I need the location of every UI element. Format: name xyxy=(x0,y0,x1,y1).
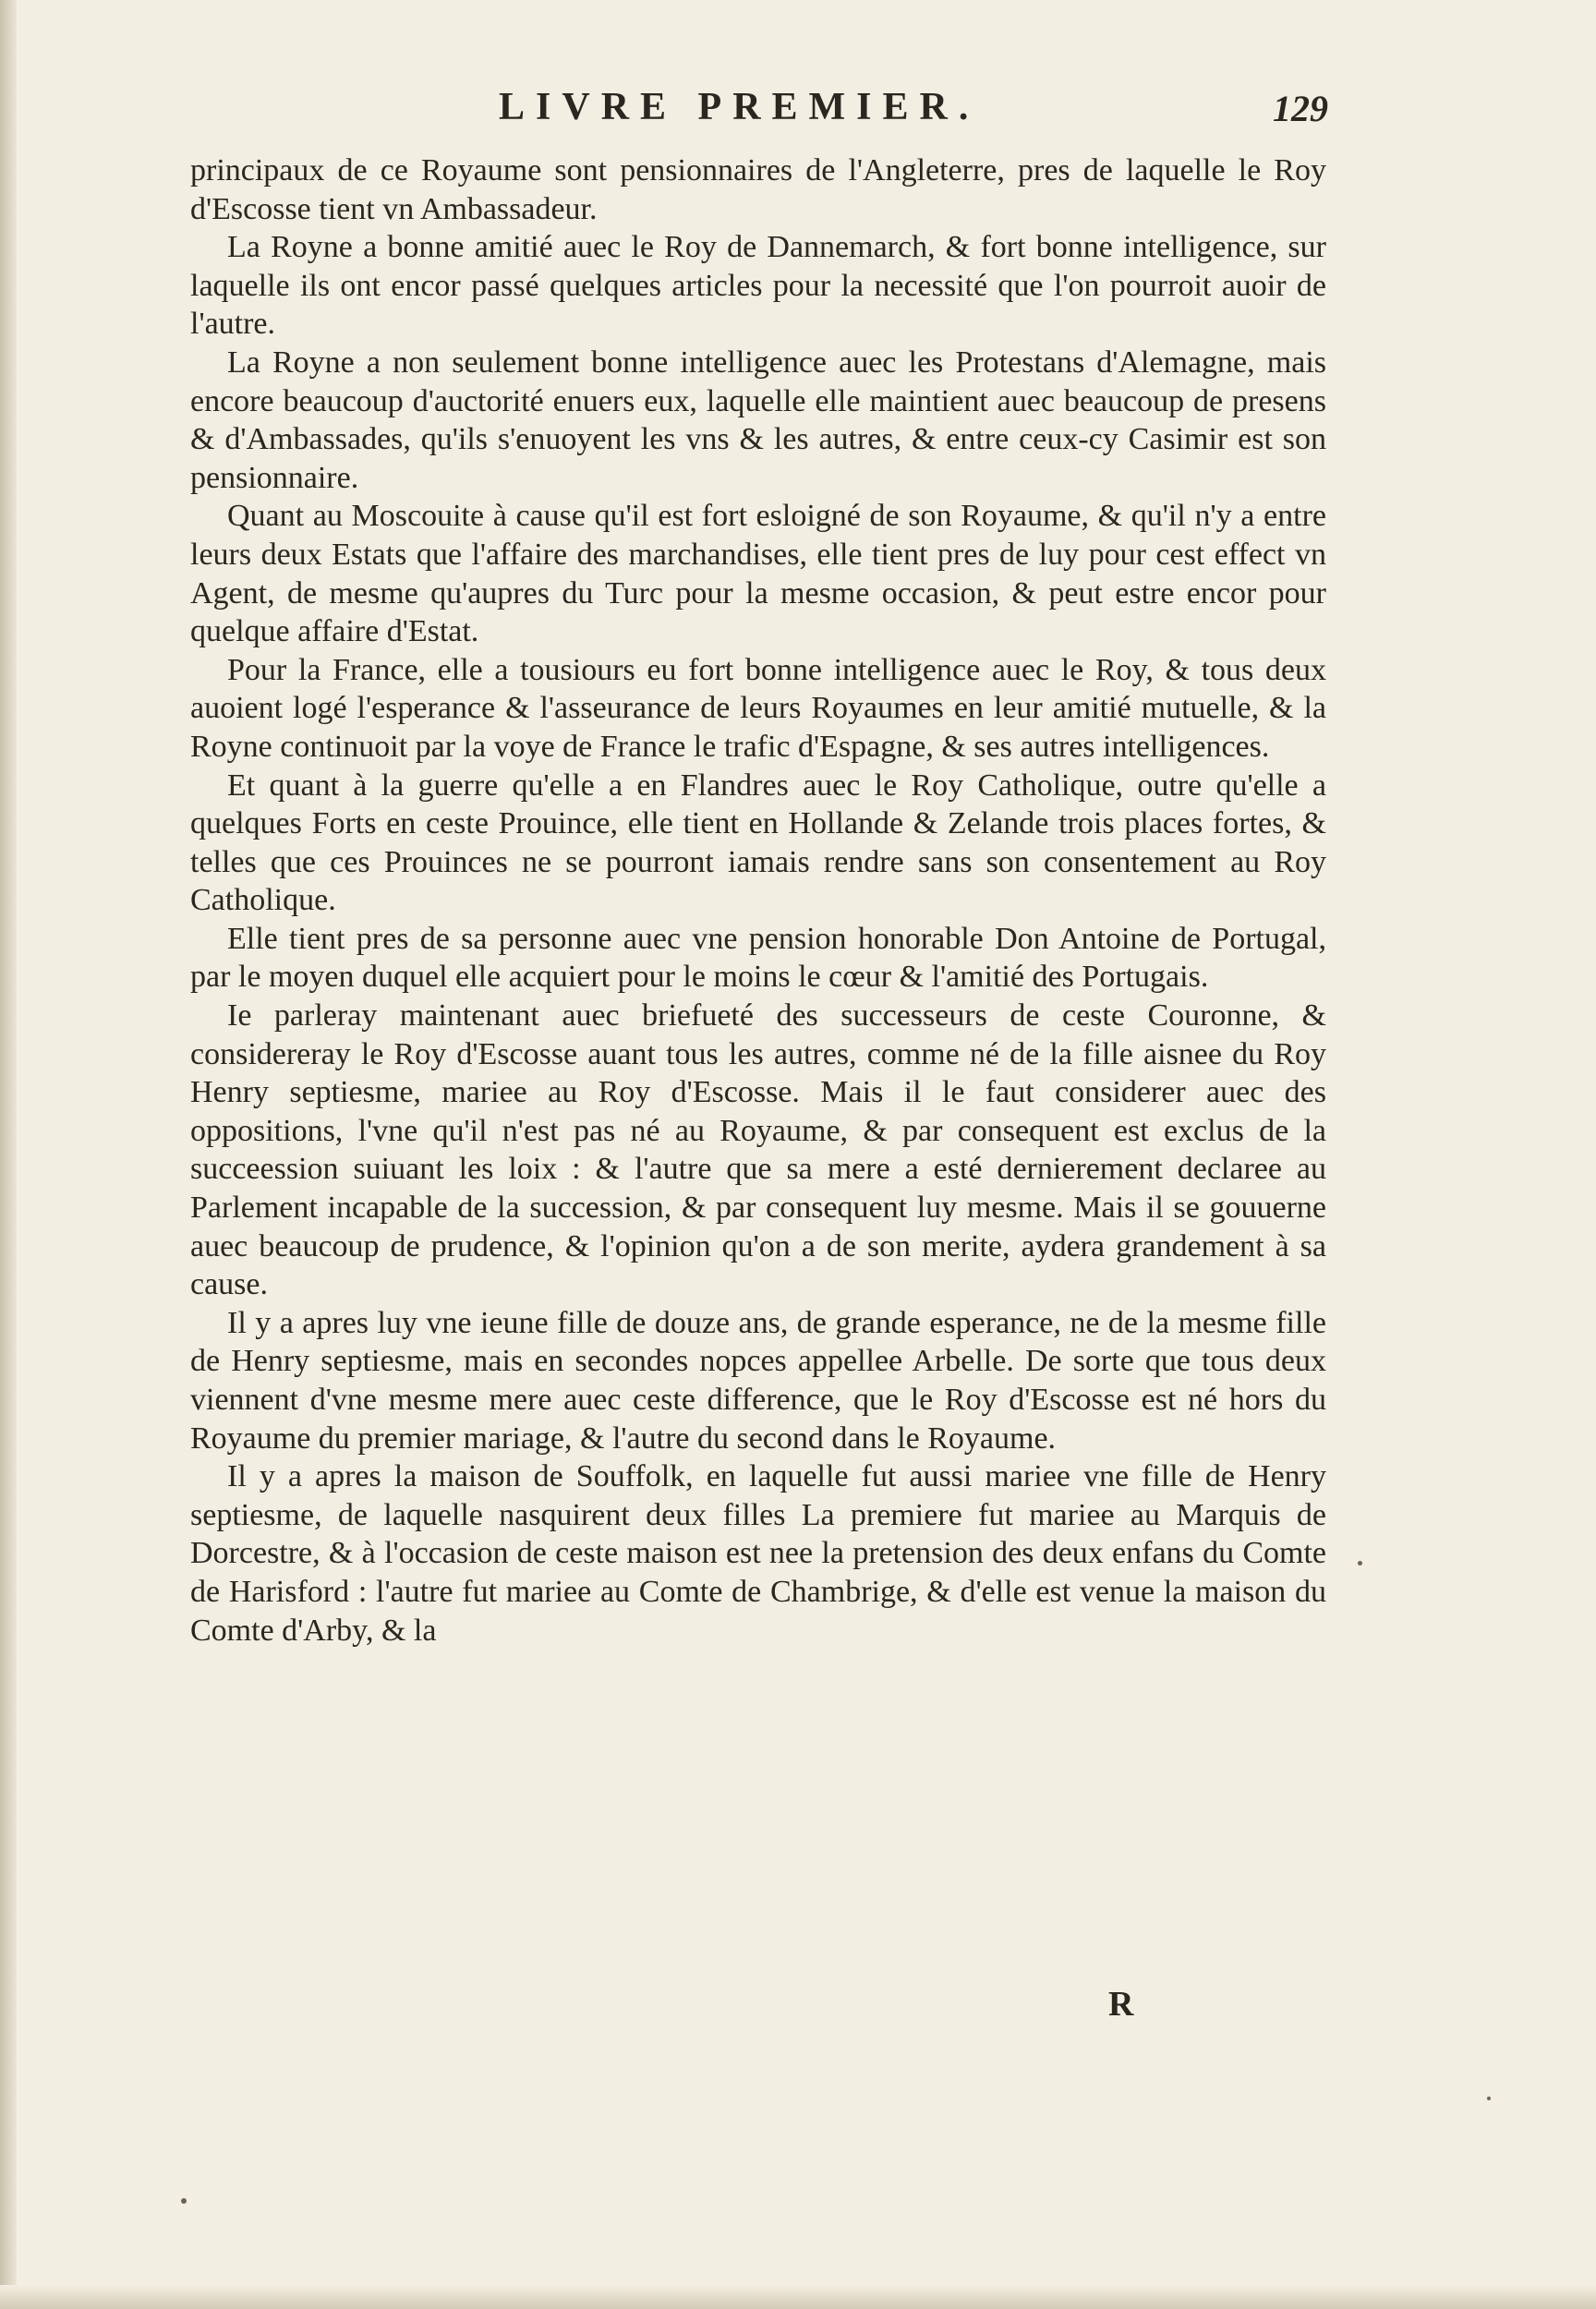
paragraph-2: La Royne a bonne amitié auec le Roy de Dannemarch, & fort bonne intelligence, sur laquelle ils ont encor passé quelques articles pour la necessité que l'on pourroit auoir de l'autre. xyxy=(190,230,1326,342)
paragraph-10: Il y a apres la maison de Souffolk, en laquelle fut aussi mariee vne fille de Henry septiesme, de laquelle nasquirent deux filles La premiere fut mariee au Marquis de Dorcestre, & à l'occasion de ceste maison est nee la pretension des deux enfans du Comte de Harisford : l'autre fut mariee au Comte de Chambrige, & d'elle est venue la maison du Comte d'Arby, & la xyxy=(190,1459,1326,1648)
signature-mark: R xyxy=(1108,1985,1134,2024)
paragraph-1: principaux de ce Royaume sont pensionnaires de l'Angleterre, pres de laquelle le Roy d'Escosse tient vn Ambassadeur. xyxy=(190,153,1326,226)
page-header xyxy=(0,85,1596,140)
page-number: 129 xyxy=(1273,88,1328,129)
page-bottom-edge-shadow xyxy=(0,2285,1596,2309)
paper-speck xyxy=(1358,1561,1362,1566)
page-left-edge-shadow xyxy=(0,0,17,2309)
paper-speck xyxy=(1487,2097,1491,2100)
paragraph-4: Quant au Moscouite à cause qu'il est fort esloigné de son Royaume, & qu'il n'y a entre leurs deux Estats que l'affaire des marchandises, elle tient pres de luy pour cest effect vn Agent, de mesme qu'aupres du Turc pour la mesme occasion, & peut estre encor pour quelque affaire d'Estat. xyxy=(190,499,1326,649)
paragraph-5: Pour la France, elle a tousiours eu fort bonne intelligence auec le Roy, & tous deux auoient logé l'esperance & l'asseurance de leurs Royaumes en leur amitié mutuelle, & la Royne continuoit par la voye de France le trafic d'Espagne, & ses autres intelligences. xyxy=(190,652,1326,764)
paper-speck xyxy=(181,2198,187,2204)
paragraph-6: Et quant à la guerre qu'elle a en Flandres auec le Roy Catholique, outre qu'elle a quelques Forts en ceste Prouince, elle tient en Hollande & Zelande trois places fortes, & telles que ces Prouinces ne se pourront iamais rendre sans son consentement au Roy Catholique. xyxy=(190,768,1326,918)
paragraph-7: Elle tient pres de sa personne auec vne pension honorable Don Antoine de Portugal, par le moyen duquel elle acquiert pour le moins le cœur & l'amitié des Portugais. xyxy=(190,921,1326,995)
body-text xyxy=(190,151,1326,1650)
paragraph-3: La Royne a non seulement bonne intelligence auec les Protestans d'Alemagne, mais encore beaucoup d'auctorité enuers eux, laquelle elle maintient auec beaucoup de presens & d'Ambassades, qu'ils s'enuoyent les vns & les autres, & entre ceux-cy Casimir est son pensionnaire. xyxy=(190,345,1326,495)
paragraph-8: Ie parleray maintenant auec briefueté des successeurs de ceste Couronne, & considereray le Roy d'Escosse auant tous les autres, comme né de la fille aisnee du Roy Henry septiesme, mariee au Roy d'Escosse. Mais il le faut considerer auec des oppositions, l'vne qu'il n'est pas né au Royaume, & par consequent est exclus de la succeession suiuant les loix : & l'autre que sa mere a esté dernierement declaree au Parlement incapable de la succession, & par consequent luy mesme. Mais il se gouuerne auec beaucoup de prudence, & l'opinion qu'on a de son merite, aydera grandement à sa cause. xyxy=(190,998,1326,1302)
running-title: LIVRE PREMIER. xyxy=(499,86,980,128)
paragraph-9: Il y a apres luy vne ieune fille de douze ans, de grande esperance, ne de la mesme fille de Henry septiesme, mais en secondes nopces appellee Arbelle. De sorte que tous deux viennent d'vne mesme mere auec ceste difference, que le Roy d'Escosse est né hors du Royaume du premier mariage, & l'autre du second dans le Royaume. xyxy=(190,1305,1326,1456)
